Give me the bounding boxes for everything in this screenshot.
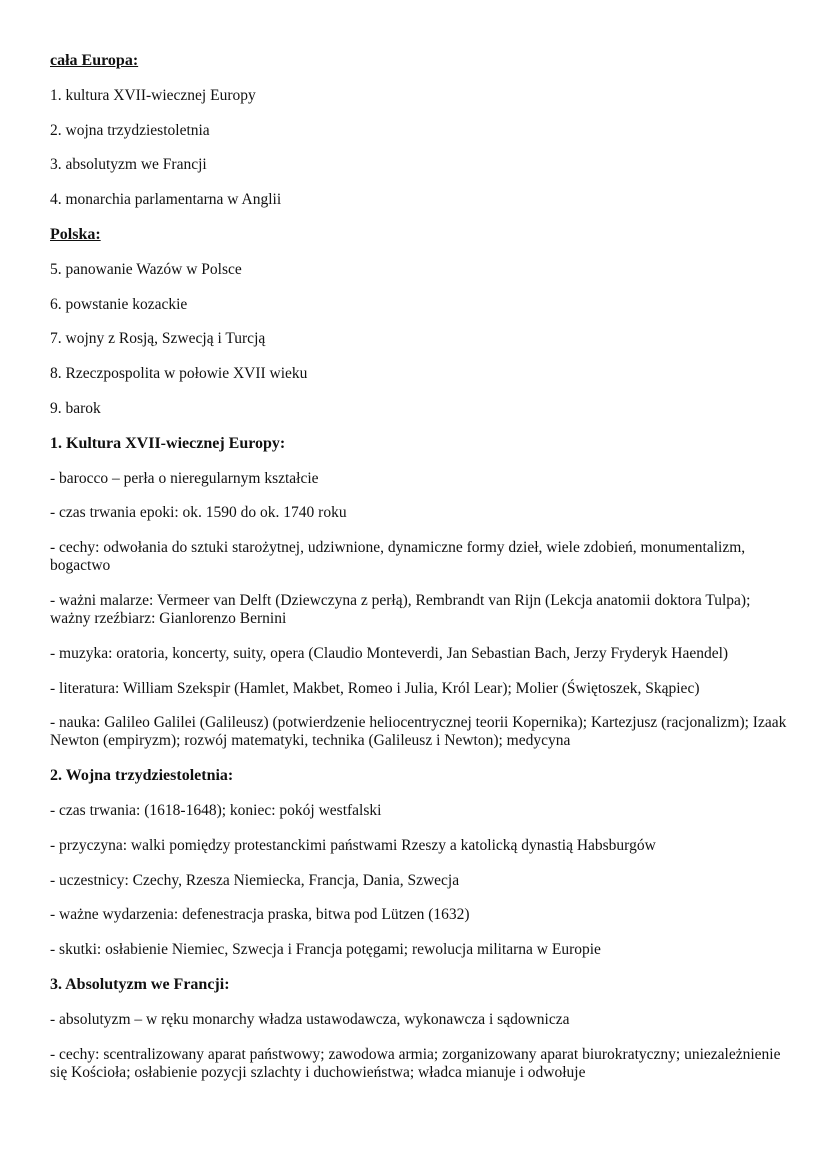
paragraph: 9. barok (50, 399, 101, 417)
paragraph: - cechy: scentralizowany aparat państwowy; zawodowa armia; zorganizowany aparat biurokratyczny; uniezależnienie się Kościoła; osłabienie pozycji szlachty i duchowieństwa; władca mianuje i odwołuje (50, 1045, 781, 1081)
paragraph: - czas trwania: (1618-1648); koniec: pokój westfalski (50, 801, 382, 819)
paragraph: - cechy: odwołania do sztuki starożytnej, udziwnione, dynamiczne formy dzieł, wiele zdobień, monumentalizm, bogactwo (50, 539, 746, 575)
paragraph: - muzyka: oratoria, koncerty, suity, opera (Claudio Monteverdi, Jan Sebastian Bach, Jerzy Fryderyk Haendel) (50, 644, 729, 662)
paragraph: 1. kultura XVII-wiecznej Europy (50, 86, 256, 104)
paragraph: 7. wojny z Rosją, Szwecją i Turcją (50, 330, 266, 348)
paragraph: - ważne wydarzenia: defenestracja praska, bitwa pod Lützen (1632) (50, 906, 470, 924)
paragraph: - barocco – perła o nieregularnym kształcie (50, 469, 319, 487)
section-heading: 1. Kultura XVII-wiecznej Europy: (50, 434, 286, 452)
paragraph: 8. Rzeczpospolita w połowie XVII wieku (50, 365, 308, 383)
paragraph: 3. absolutyzm we Francji (50, 156, 207, 174)
paragraph: - literatura: William Szekspir (Hamlet, Makbet, Romeo i Julia, Król Lear); Molier (Świętoszek, Skąpiec) (50, 679, 700, 697)
section-heading: 2. Wojna trzydziestoletnia: (50, 767, 234, 785)
paragraph: 2. wojna trzydziestoletnia (50, 121, 210, 139)
section-heading: cała Europa: (50, 52, 139, 69)
paragraph: - nauka: Galileo Galilei (Galileusz) (potwierdzenie heliocentrycznej teorii Kopernika); Kartezjusz (racjonalizm); Izaak Newton (empiryzm); rozwój matematyki, technika (Galileusz i Newton); medycyna (50, 714, 787, 750)
document-page (50, 52, 790, 1098)
paragraph: 6. powstanie kozackie (50, 295, 188, 313)
paragraph: - absolutyzm – w ręku monarchy władza ustawodawcza, wykonawcza i sądownicza (50, 1010, 570, 1028)
paragraph: 4. monarchia parlamentarna w Anglii (50, 191, 282, 209)
paragraph: - czas trwania epoki: ok. 1590 do ok. 1740 roku (50, 504, 347, 522)
section-heading: Polska: (50, 225, 101, 243)
paragraph: - skutki: osłabienie Niemiec, Szwecja i Francja potęgami; rewolucja militarna w Europie (50, 941, 601, 959)
paragraph: - przyczyna: walki pomiędzy protestanckimi państwami Rzeszy a katolicką dynastią Habsburgów (50, 836, 656, 854)
paragraph: 5. panowanie Wazów w Polsce (50, 260, 242, 278)
paragraph: - uczestnicy: Czechy, Rzesza Niemiecka, Francja, Dania, Szwecja (50, 871, 460, 889)
paragraph: - ważni malarze: Vermeer van Delft (Dziewczyna z perłą), Rembrandt van Rijn (Lekcja anatomii doktora Tulpa); ważny rzeźbiarz: Gianlorenzo Bernini (50, 591, 751, 627)
section-heading: 3. Absolutyzm we Francji: (50, 975, 230, 993)
